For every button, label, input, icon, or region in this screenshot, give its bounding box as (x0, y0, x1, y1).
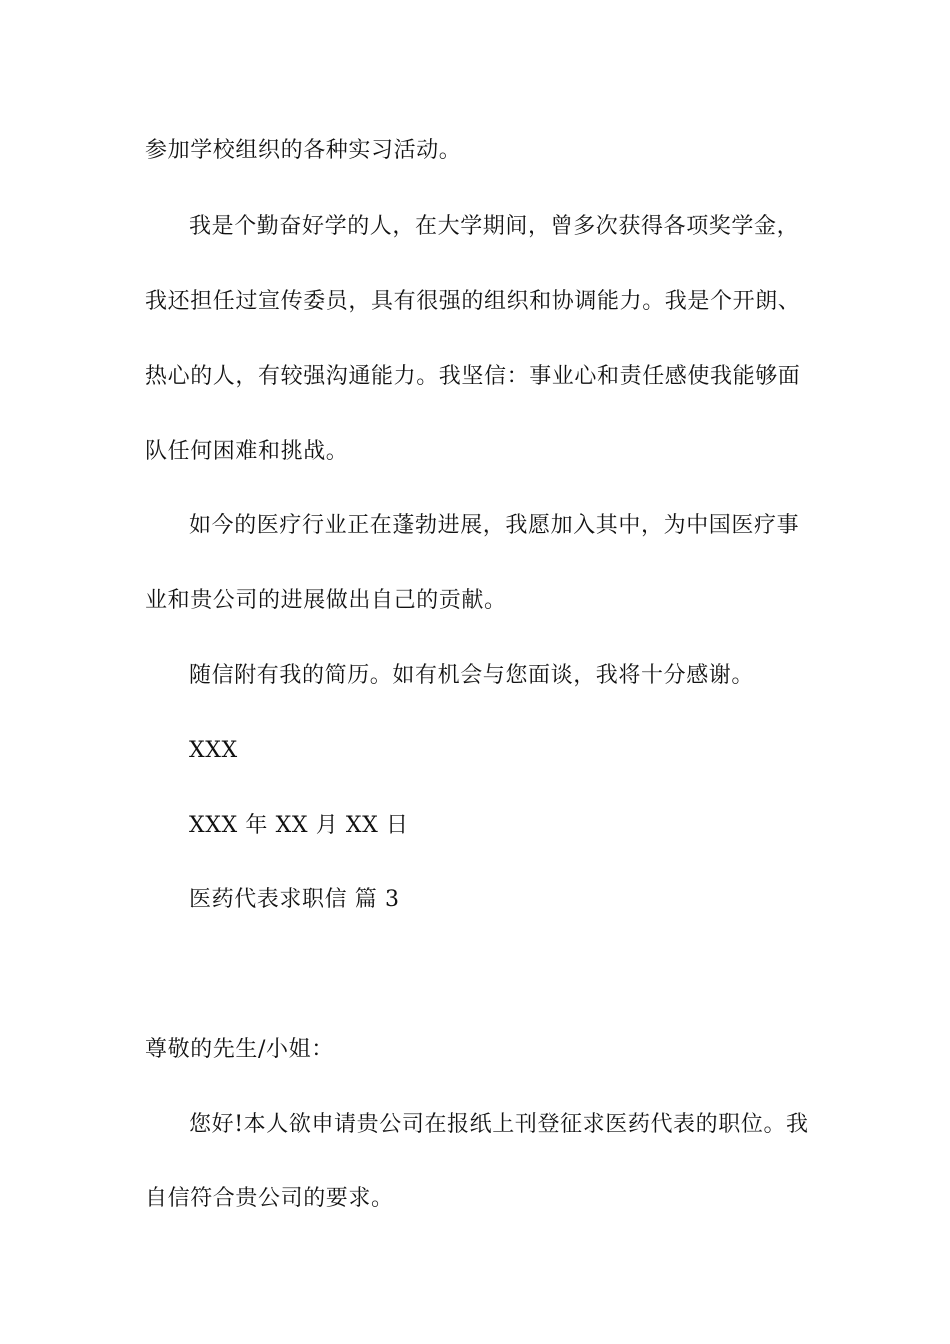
signature-date: XXX 年 XX 月 XX 日 (189, 813, 409, 838)
paragraph-line: 热心的人，有较强沟通能力。我坚信：事业心和责任感使我能够面 (145, 364, 801, 389)
salutation: 尊敬的先生/小姐： (145, 1037, 334, 1062)
paragraph-line: 如今的医疗行业正在蓬勃进展，我愿加入其中，为中国医疗事 (189, 513, 800, 538)
paragraph-line: 我是个勤奋好学的人，在大学期间，曾多次获得各项奖学金， (189, 214, 800, 239)
paragraph-line: 我还担任过宣传委员，具有很强的组织和协调能力。我是个开朗、 (145, 289, 801, 314)
paragraph-line: 参加学校组织的各种实习活动。 (145, 138, 462, 163)
paragraph-line: 队任何困难和挑战。 (145, 439, 349, 464)
paragraph-line: 自信符合贵公司的要求。 (145, 1186, 394, 1211)
paragraph-line: 业和贵公司的进展做出自己的贡献。 (145, 588, 507, 613)
paragraph-line: 您好!本人欲申请贵公司在报纸上刊登征求医药代表的职位。我 (189, 1112, 809, 1137)
section-heading: 医药代表求职信 篇 3 (189, 887, 400, 912)
paragraph-line: 随信附有我的简历。如有机会与您面谈，我将十分感谢。 (189, 663, 755, 688)
signature-name: XXX (189, 738, 238, 763)
